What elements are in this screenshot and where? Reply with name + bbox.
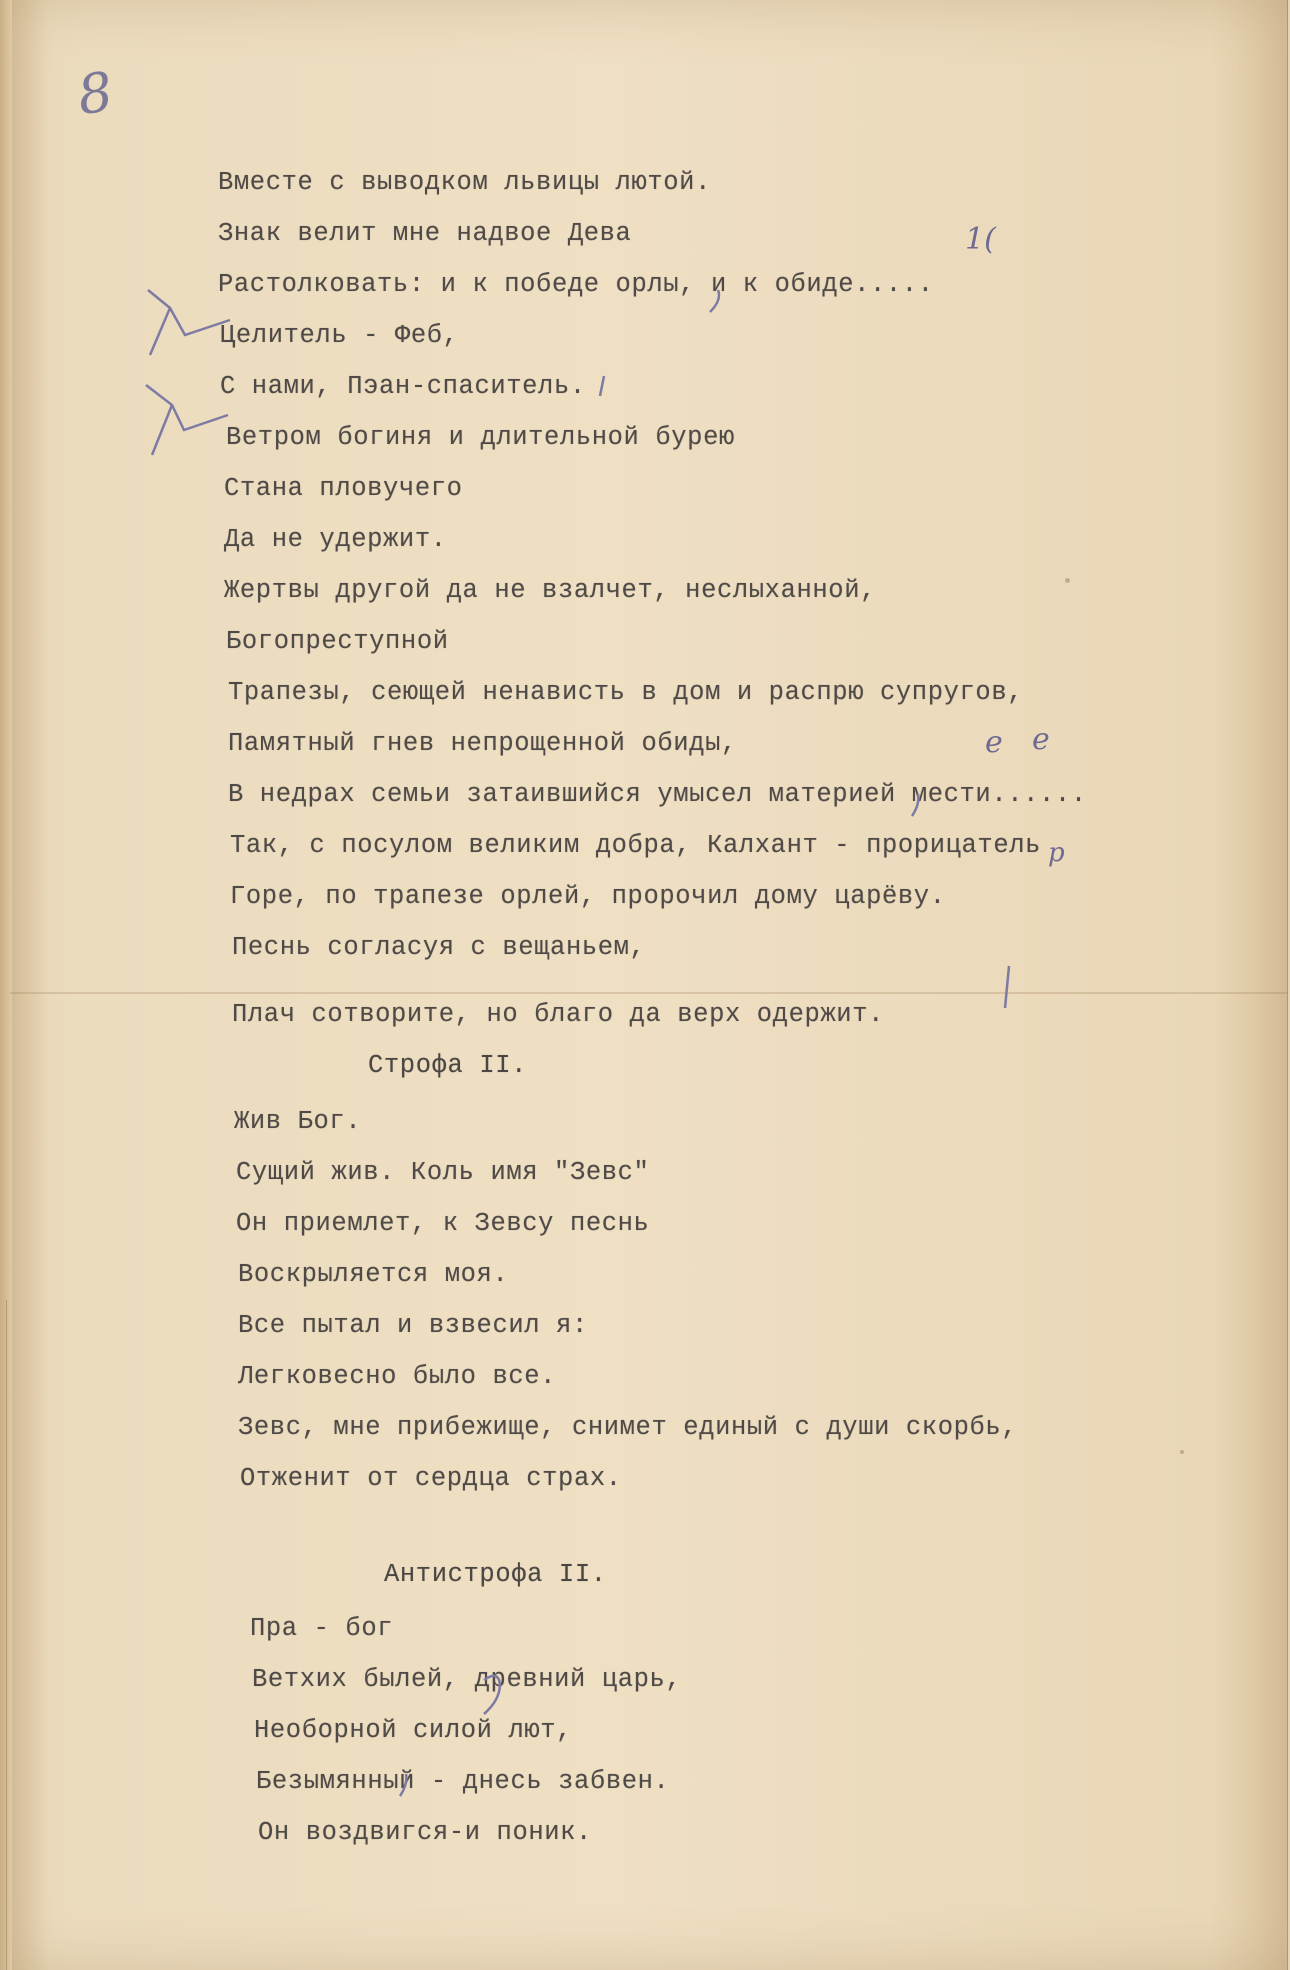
poem-line: Он приемлет, к Зевсу песнь xyxy=(236,1209,650,1238)
poem-line: Ветром богиня и длительной бурею xyxy=(226,423,735,452)
d-insertion-mark-icon xyxy=(478,1670,508,1720)
poem-line: Жертвы другой да не взалчет, неслыханной, xyxy=(224,576,877,605)
margin-tick-marks-icon xyxy=(140,280,240,470)
paper-edge-line-right xyxy=(1287,0,1288,1970)
poem-line: Жив Бог. xyxy=(234,1107,362,1136)
poem-line: Богопреступной xyxy=(226,627,449,656)
margin-correction-mark: е xyxy=(1032,722,1050,757)
comma-correction-icon xyxy=(700,286,730,316)
poem-line: Он воздвигся-и поник. xyxy=(258,1818,592,1847)
margin-correction-mark: 1( xyxy=(965,222,996,257)
apostrophe-correction-icon xyxy=(590,374,614,404)
poem-line: Песнь согласуя с вещаньем, xyxy=(232,933,646,962)
poem-line: Да не удержит. xyxy=(224,525,447,554)
paper-stain xyxy=(1180,1450,1184,1454)
poem-line: Горе, по трапезе орлей, пророчил дому царёву. xyxy=(230,882,946,911)
poem-line: Целитель - Феб, xyxy=(220,321,459,350)
poem-line: Плач сотворите, но благо да верх одержит. xyxy=(232,1000,885,1029)
poem-line: Необорной силой лют, xyxy=(254,1716,573,1745)
poem-line: Все пытал и взвесил я: xyxy=(238,1311,588,1340)
poem-line: Ветхих былей, древний царь, xyxy=(252,1665,682,1694)
poem-line: Так, с посулом великим добра, Калхант - прорицатель xyxy=(230,831,1042,860)
paper-stain xyxy=(1065,578,1070,583)
poem-line: Безымянный - днесь забвен. xyxy=(256,1767,670,1796)
poem-line: Отженит от сердца страх. xyxy=(240,1464,622,1493)
poem-line: Легковесно было все. xyxy=(238,1362,557,1391)
poem-line: В недрах семьи затаившийся умысел материей мести...... xyxy=(228,780,1087,809)
poem-line: Памятный гнев непрощенной обиды, xyxy=(228,729,737,758)
poem-line: Зевс, мне прибежище, снимет единый с души скорбь, xyxy=(238,1413,1018,1442)
poem-line: Пра - бог xyxy=(250,1614,394,1643)
antistrophe-heading: Антистрофа II. xyxy=(384,1560,607,1589)
paper-fold xyxy=(10,992,1288,994)
poem-line: Вместе с выводком львицы лютой. xyxy=(218,168,711,197)
margin-correction-mark: е xyxy=(985,725,1003,760)
poem-line: Знак велит мне надвое Дева xyxy=(218,219,632,248)
comma-correction-icon xyxy=(394,1770,414,1800)
poem-line: Растолковать: и к победе орлы, и к обиде..... xyxy=(218,270,934,299)
comma-correction-icon xyxy=(906,790,926,820)
poem-line: С нами, Пэан-спаситель. xyxy=(220,372,586,401)
poem-line: Воскрыляется моя. xyxy=(238,1260,509,1289)
poem-line: Сущий жив. Коль имя "Зевс" xyxy=(236,1158,650,1187)
margin-correction-mark: р xyxy=(1048,838,1065,868)
poem-line: Трапезы, сеющей ненависть в дом и распрю супругов, xyxy=(228,678,1024,707)
strophe-heading: Строфа II. xyxy=(368,1051,528,1080)
page-number: 8 xyxy=(73,59,117,128)
stroke-correction-icon xyxy=(995,964,1019,1014)
poem-line: Стана пловучего xyxy=(224,474,463,503)
paper-edge-line xyxy=(6,1300,7,1970)
